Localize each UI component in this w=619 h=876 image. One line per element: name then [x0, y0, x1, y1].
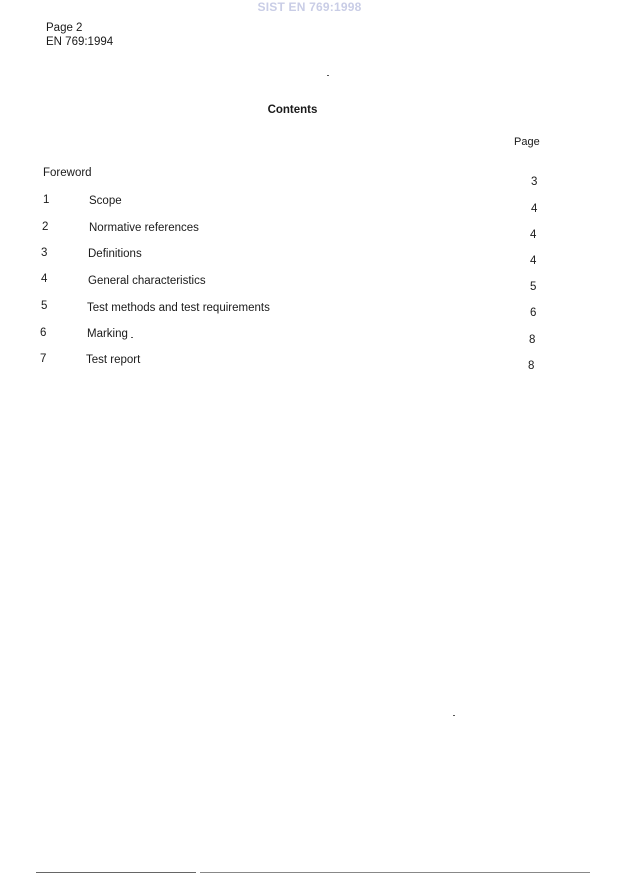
scan-speck — [453, 715, 455, 716]
scan-speck — [327, 75, 329, 76]
standard-label: EN 769:1994 — [46, 36, 114, 48]
toc-entry-page: 4 — [530, 229, 537, 241]
toc-entry-number: 6 — [40, 327, 47, 339]
scan-speck — [131, 337, 133, 338]
toc-entry-title: Marking — [87, 328, 128, 340]
toc-entry-page: 6 — [530, 307, 537, 319]
toc-entry-title: Normative references — [89, 222, 199, 234]
footer-rule — [36, 872, 196, 873]
toc-entry-number: 1 — [43, 194, 50, 206]
toc-entry-page: 8 — [528, 360, 535, 372]
toc-entry-title: Scope — [89, 195, 122, 207]
toc-entry-title: General characteristics — [88, 275, 206, 287]
toc-entry-number: 3 — [41, 247, 48, 259]
toc-entry-page: 8 — [529, 334, 536, 346]
page-header — [46, 21, 113, 49]
contents-title: Contents — [267, 104, 318, 116]
toc-entry-number: 7 — [40, 353, 47, 365]
page-column-heading: Page — [514, 136, 540, 148]
toc-entry-title: Definitions — [88, 248, 142, 260]
toc-foreword-page: 3 — [531, 176, 538, 188]
toc-entry-page: 4 — [530, 255, 537, 267]
page-number-label: Page 2 — [46, 22, 83, 34]
footer-rule — [200, 872, 590, 873]
toc-entry-title: Test methods and test requirements — [87, 302, 270, 314]
toc-entry-number: 2 — [42, 221, 49, 233]
watermark: SIST EN 769:1998 — [257, 0, 362, 14]
toc-entry-number: 4 — [41, 273, 48, 285]
toc-entry-page: 4 — [531, 203, 538, 215]
toc-entry-title: Test report — [86, 354, 141, 366]
toc-entry-number: 5 — [41, 300, 48, 312]
toc-foreword-title: Foreword — [43, 167, 92, 179]
toc-entry-page: 5 — [530, 281, 537, 293]
